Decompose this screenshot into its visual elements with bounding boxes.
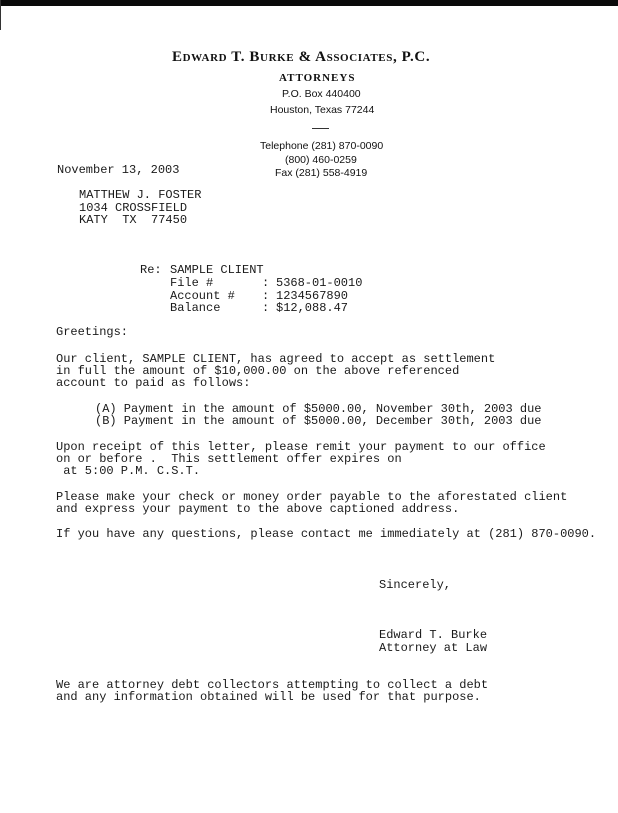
firm-telephone-tollfree: (800) 460-0259: [285, 154, 357, 166]
disclaimer-line: and any information obtained will be used for that purpose.: [56, 690, 481, 704]
payment-item-b: (B) Payment in the amount of $5000.00, December 30th, 2003 due: [95, 414, 542, 428]
paragraph-line: account to paid as follows:: [56, 376, 251, 390]
scan-top-border: [0, 0, 618, 6]
colon: :: [262, 301, 270, 315]
re-client: SAMPLE CLIENT: [170, 263, 264, 277]
signer-title: Attorney at Law: [379, 641, 488, 655]
firm-subtitle: ATTORNEYS: [279, 72, 356, 84]
disclaimer-line: We are attorney debt collectors attempting to collect a debt: [56, 678, 489, 692]
recipient-name: MATTHEW J. FOSTER: [79, 188, 202, 202]
paragraph-contact: If you have any questions, please contact me immediately at (281) 870-0090.: [56, 527, 597, 541]
account-number-label: Account #: [170, 289, 235, 303]
file-number-label: File #: [170, 276, 214, 290]
letterhead-divider: [312, 128, 329, 129]
firm-address-line2: Houston, Texas 77244: [270, 104, 375, 116]
firm-address-line1: P.O. Box 440400: [282, 88, 361, 100]
paragraph-line: on or before . This settlement offer expires on: [56, 452, 402, 466]
paragraph-line: Our client, SAMPLE CLIENT, has agreed to accept as settlement: [56, 352, 496, 366]
colon: :: [262, 289, 270, 303]
letter-date: November 13, 2003: [57, 163, 180, 177]
paragraph-line: in full the amount of $10,000.00 on the above referenced: [56, 364, 460, 378]
sign-off: Sincerely,: [379, 578, 452, 592]
firm-name: Edward T. Burke & Associates, P.C.: [172, 49, 431, 65]
recipient-street: 1034 CROSSFIELD: [79, 201, 188, 215]
file-number-value: 5368-01-0010: [276, 276, 363, 290]
balance-label: Balance: [170, 301, 221, 315]
paragraph-line: at 5:00 P.M. C.S.T.: [56, 464, 201, 478]
firm-fax: Fax (281) 558-4919: [275, 167, 368, 179]
firm-telephone: Telephone (281) 870-0090: [260, 140, 384, 152]
greeting: Greetings:: [56, 325, 129, 339]
scan-left-border: [0, 0, 1, 30]
account-number-value: 1234567890: [276, 289, 349, 303]
paragraph-line: Upon receipt of this letter, please remit your payment to our office: [56, 440, 546, 454]
colon: :: [262, 276, 270, 290]
paragraph-line: and express your payment to the above captioned address.: [56, 502, 460, 516]
balance-value: $12,088.47: [276, 301, 349, 315]
paragraph-line: Please make your check or money order payable to the aforestated client: [56, 490, 568, 504]
recipient-city-state-zip: KATY TX 77450: [79, 213, 188, 227]
signer-name: Edward T. Burke: [379, 628, 488, 642]
re-label: Re:: [140, 263, 162, 277]
payment-item-a: (A) Payment in the amount of $5000.00, November 30th, 2003 due: [95, 402, 542, 416]
